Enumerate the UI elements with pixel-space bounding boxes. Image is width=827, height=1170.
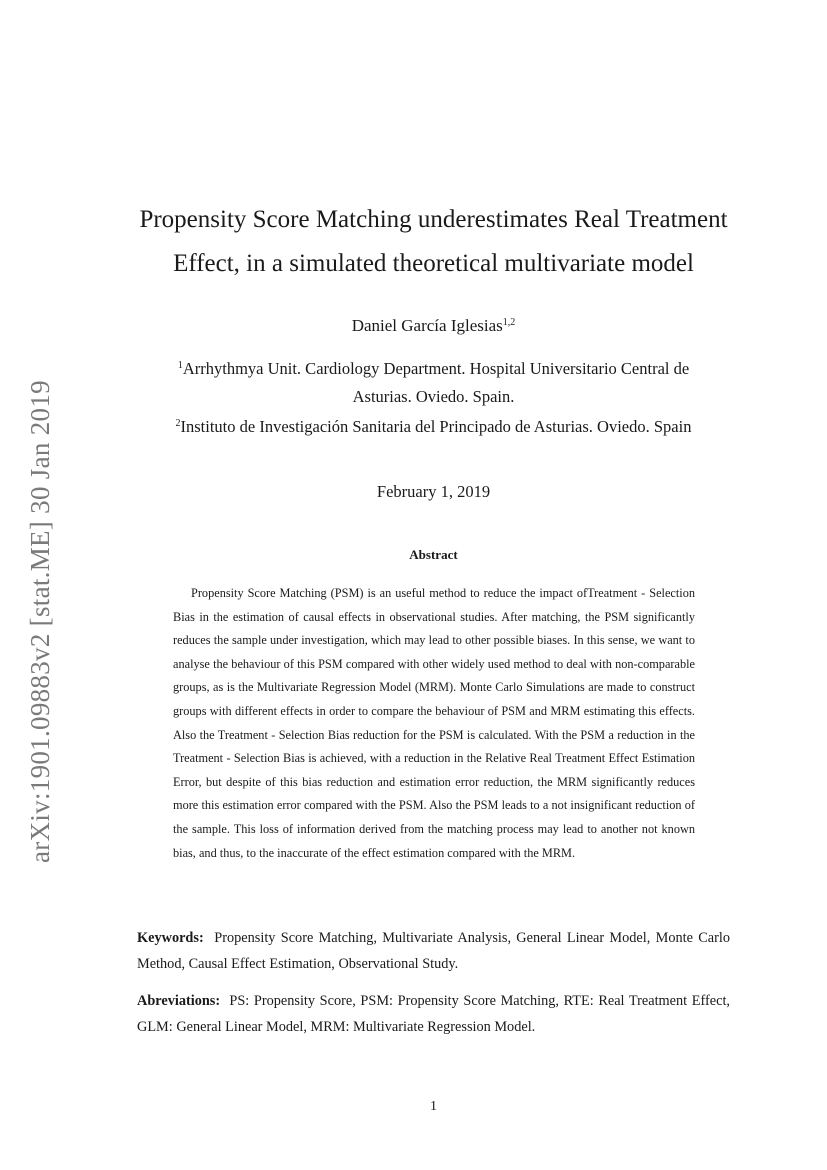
affiliation-1-line-2: Asturias. Oviedo. Spain.: [352, 387, 515, 406]
abbreviations-paragraph: [137, 988, 730, 1040]
abstract-heading: Abstract: [409, 547, 458, 562]
paper-title: [100, 198, 767, 286]
affiliation-2: [140, 410, 727, 441]
author-affiliation-marks: 1,2: [502, 317, 516, 328]
affiliation-1-line-1: Arrhythmya Unit. Cardiology Department. Hospital Universitario Central de: [182, 359, 690, 378]
publication-date: February 1, 2019: [376, 482, 491, 501]
paper-title-line-1: Propensity Score Matching underestimates Real Treatment: [139, 206, 728, 233]
page-number: 1: [430, 1099, 437, 1114]
keywords-text: Propensity Score Matching, Multivariate Analysis, General Linear Model, Monte Carlo Method, Causal Effect Estimation, Observational Study.: [137, 930, 730, 972]
affiliation-1: [140, 352, 727, 411]
affiliation-2-mark: 2: [175, 418, 181, 429]
abbreviations-label: Abreviations:: [137, 993, 221, 1009]
author-name: Daniel García Iglesias: [351, 316, 503, 335]
affiliation-2-line-1: Instituto de Investigación Sanitaria del Principado de Asturias. Oviedo. Spain: [180, 417, 692, 436]
affiliation-1-mark: 1: [177, 360, 183, 371]
keywords-paragraph: [137, 925, 730, 977]
author-line: [100, 308, 767, 341]
paper-title-line-2: Effect, in a simulated theoretical multivariate model: [173, 250, 694, 277]
keywords-label: Keywords:: [137, 930, 204, 946]
arxiv-identifier-stamp: arXiv:1901.09883v2 [stat.ME] 30 Jan 2019: [25, 380, 55, 863]
abstract-body: Propensity Score Matching (PSM) is an useful method to reduce the impact ofTreatment - Selection Bias in the estimation of causal effects in observational studies. After matching, the PSM significantly reduces the sample under investigation, which may lead to other possible biases. In this sense, we want to analyse the behaviour of this PSM compared with other widely used method to deal with non-comparable groups, as is the Multivariate Regression Model (MRM). Monte Carlo Simulations are made to construct groups with different effects in order to compare the behaviour of PSM and MRM estimating this effects. Also the Treatment - Selection Bias reduction for the PSM is calculated. With the PSM a reduction in the Treatment - Selection Bias is achieved, with a reduction in the Relative Real Treatment Effect Estimation Error, but despite of this bias reduction and estimation error reduction, the MRM significantly reduces more this estimation error compared with the PSM. Also the PSM leads to a not insignificant reduction of the sample. This loss of information derived from the matching process may lead to another not known bias, and thus, to the inaccurate of the effect estimation compared with the MRM.: [173, 586, 695, 860]
abbreviations-text: PS: Propensity Score, PSM: Propensity Score Matching, RTE: Real Treatment Effect, GLM: General Linear Model, MRM: Multivariate Regression Model.: [137, 993, 730, 1035]
